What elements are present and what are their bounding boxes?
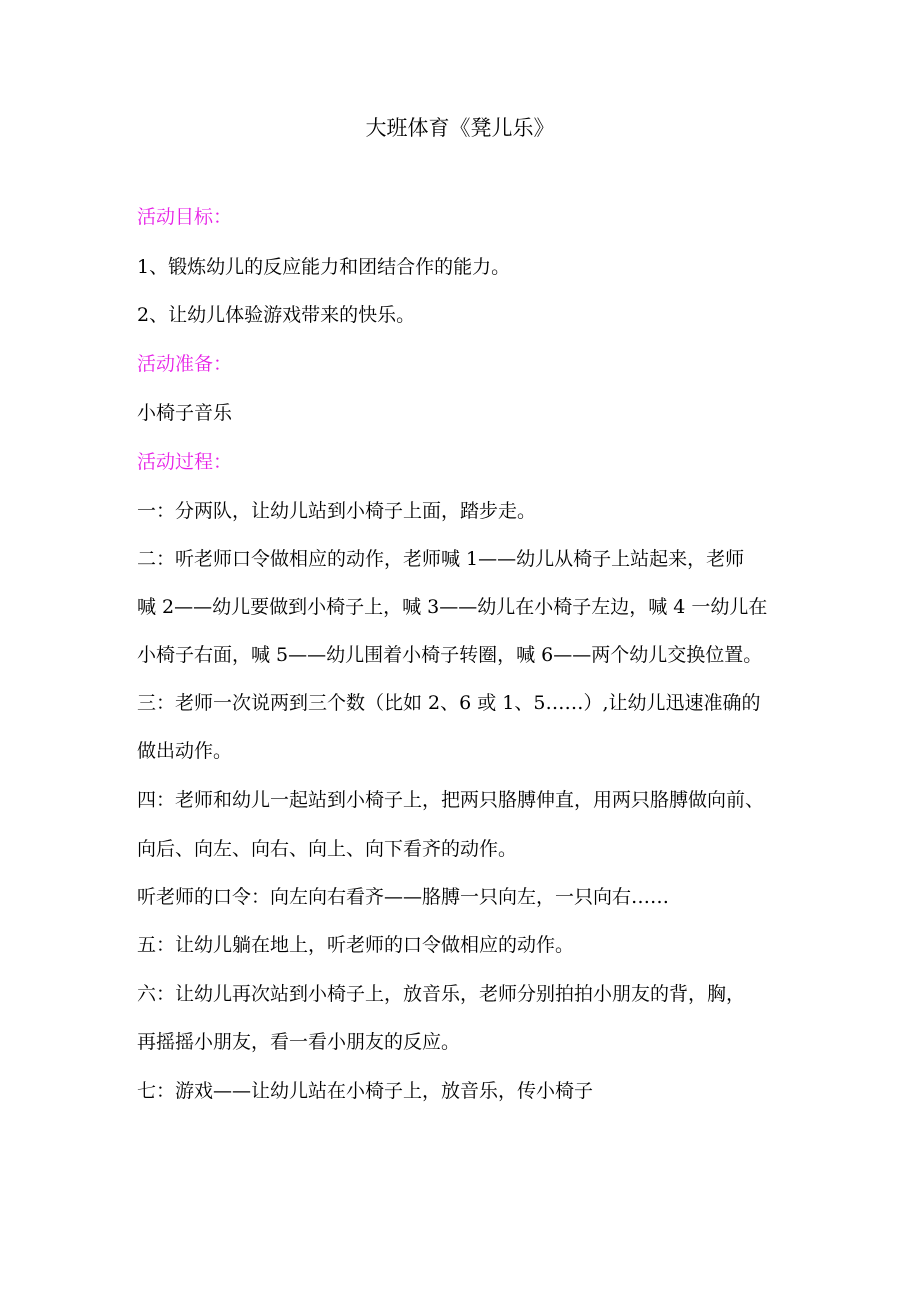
page-title: 大班体育《凳儿乐》 [365,116,555,140]
process-line-13: 七：游戏——让幼儿站在小椅子上，放音乐，传小椅子 [137,1080,594,1102]
prep-heading: 活动准备： [137,353,233,375]
goal-item-1: 1、锻炼幼儿的反应能力和团结合作的能力。 [137,256,511,278]
process-line-9: 听老师的口令：向左向右看齐——胳膊一只向左，一只向右…… [137,886,670,908]
process-heading: 活动过程： [137,451,233,473]
process-line-12: 再摇摇小朋友，看一看小朋友的反应。 [137,1031,461,1053]
process-line-4: 小椅子右面，喊 5——幼儿围着小椅子转圈，喊 6——两个幼儿交换位置。 [137,644,763,666]
goal-item-2: 2、让幼儿体验游戏带来的快乐。 [137,304,416,326]
process-line-10: 五：让幼儿躺在地上，听老师的口令做相应的动作。 [137,934,575,956]
process-line-8: 向后、向左、向右、向上、向下看齐的动作。 [137,838,518,860]
process-line-6: 做出动作。 [137,740,233,762]
process-line-2: 二：听老师口令做相应的动作，老师喊 1——幼儿从椅子上站起来，老师 [137,548,745,570]
process-line-5: 三：老师一次说两到三个数（比如 2、6 或 1、5……）,让幼儿迅速准确的 [137,692,761,714]
process-line-7: 四：老师和幼儿一起站到小椅子上，把两只胳膊伸直，用两只胳膊做向前、 [137,789,765,811]
prep-text: 小椅子音乐 [137,402,233,424]
process-line-11: 六：让幼儿再次站到小椅子上，放音乐，老师分别拍拍小朋友的背，胸， [137,983,746,1005]
goals-heading: 活动目标： [137,206,233,228]
process-line-1: 一：分两队，让幼儿站到小椅子上面，踏步走。 [137,500,537,522]
process-line-3: 喊 2——幼儿要做到小椅子上，喊 3——幼儿在小椅子左边，喊 4 一幼儿在 [137,596,768,618]
